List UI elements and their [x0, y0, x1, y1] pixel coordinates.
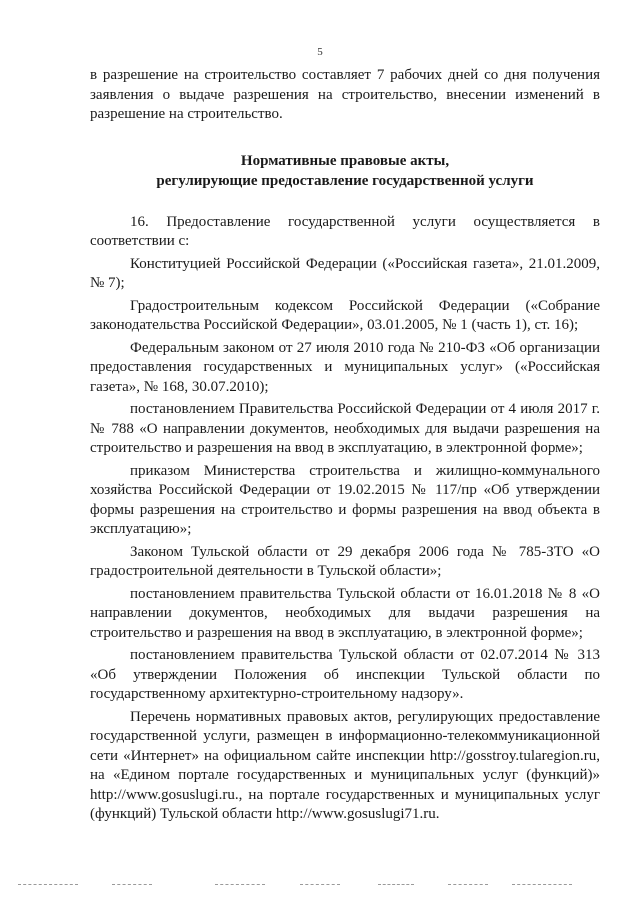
- legal-act-tula-decree-8: постановлением правительства Тульской области от 16.01.2018 № 8 «О направлении документов, необходимых для выдачи разрешения на строительство и разрешения на ввод в эксплуатацию, в электронной форме»;: [90, 585, 600, 641]
- paragraph-16: 16. Предоставление государственной услуги осуществляется в соответствии с:: [90, 213, 600, 249]
- legal-acts-list-paragraph: Перечень нормативных правовых актов, регулирующих предоставление государственной услуги, размещен в информационно-телекоммуникационной сети «Интернет» на официальном сайте инспекции http://gosstroy.tularegion.ru, на «Едином портале государственных и муниципальных услуг (функций)» http://www.gosuslugi.ru., на портале государственных и муниципальных услуг (функций) Тульской области http://www.gosuslugi71.ru.: [90, 708, 600, 822]
- legal-act-tula-law-785: Законом Тульской области от 29 декабря 2006 года № 785-ЗТО «О градостроительной деятельности в Тульской области»;: [90, 543, 600, 579]
- legal-act-constitution: Конституцией Российской Федерации («Российская газета», 21.01.2009, № 7);: [90, 255, 600, 291]
- intro-paragraph: в разрешение на строительство составляет 7 рабочих дней со дня получения заявления о выдаче разрешения на строительство, внесении изменений в разрешение на строительство.: [90, 67, 600, 122]
- section-heading-line-2: регулирующие предоставление государственной услуги: [156, 172, 534, 189]
- legal-act-tula-decree-313: постановлением правительства Тульской области от 02.07.2014 № 313 «Об утверждении Положения об инспекции Тульской области по государственному архитектурно-строительному надзору».: [90, 647, 600, 702]
- legal-act-urban-code: Градостроительным кодексом Российской Федерации («Собрание законодательства Российской Федерации», 03.01.2005, № 1 (часть 1), ст. 16);: [90, 297, 600, 333]
- legal-act-ministry-order-117: приказом Министерства строительства и жилищно-коммунального хозяйства Российской Федерации от 19.02.2015 № 117/пр «Об утверждении формы разрешения на строительство и формы разрешения на ввод объекта в эксплуатацию»;: [90, 462, 600, 537]
- section-heading: [90, 151, 600, 191]
- page-bottom-edge: [0, 884, 640, 890]
- document-body: [90, 66, 600, 825]
- legal-act-government-decree-788: постановлением Правительства Российской Федерации от 4 июля 2017 г. № 788 «О направлении документов, необходимых для выдачи разрешения на строительство и разрешения на ввод в эксплуатацию, в электронной форме»;: [90, 401, 600, 456]
- page-number: 5: [317, 46, 323, 58]
- section-heading-line-1: Нормативные правовые акты,: [240, 152, 450, 169]
- legal-act-federal-law-210: Федеральным законом от 27 июля 2010 года № 210-ФЗ «Об организации предоставления государственных и муниципальных услуг» («Российская газета», № 168, 30.07.2010);: [90, 339, 600, 395]
